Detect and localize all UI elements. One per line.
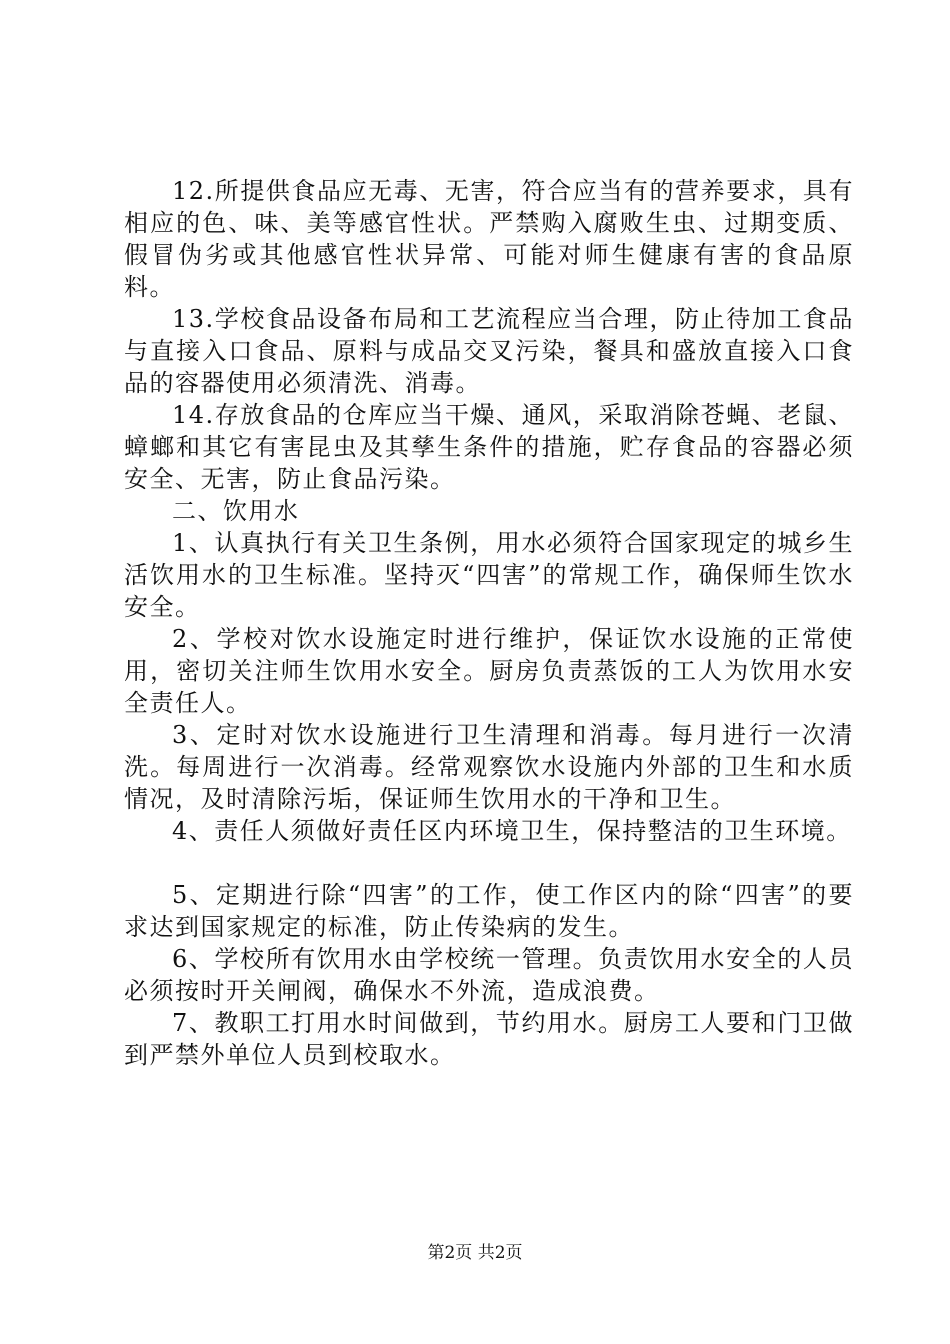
paragraph-14: 14.存放食品的仓库应当干燥、通风，采取消除苍蝇、老鼠、蟑螂和其它有害昆虫及其孳生条件的措施，贮存食品的容器必须安全、无害，防止食品污染。 xyxy=(124,401,854,493)
water-item-6: 6、学校所有饮用水由学校统一管理。负责饮用水安全的人员必须按时开关闸阀，确保水不外流，造成浪费。 xyxy=(124,945,854,1005)
paragraph-12: 12.所提供食品应无毒、无害，符合应当有的营养要求，具有相应的色、味、美等感官性状。严禁购入腐败生虫、过期变质、假冒伪劣或其他感官性状异常、可能对师生健康有害的食品原料。 xyxy=(124,177,854,301)
water-item-3: 3、定时对饮水设施进行卫生清理和消毒。每月进行一次清洗。每周进行一次消毒。经常观察饮水设施内外部的卫生和水质情况，及时清除污垢，保证师生饮用水的干净和卫生。 xyxy=(124,721,854,813)
water-item-5: 5、定期进行除“四害”的工作，使工作区内的除“四害”的要求达到国家规定的标准，防止传染病的发生。 xyxy=(124,881,854,941)
paragraph-13: 13.学校食品设备布局和工艺流程应当合理，防止待加工食品与直接入口食品、原料与成品交叉污染，餐具和盛放直接入口食品的容器使用必须清洗、消毒。 xyxy=(124,305,854,397)
document-body xyxy=(124,175,854,1071)
section-heading: 二、饮用水 xyxy=(172,497,300,525)
page-number-footer: 第2页 共2页 xyxy=(427,1243,523,1263)
water-item-4: 4、责任人须做好责任区内环境卫生，保持整洁的卫生环境。 xyxy=(172,817,852,845)
water-item-1: 1、认真执行有关卫生条例，用水必须符合国家现定的城乡生活饮用水的卫生标准。坚持灭“四害”的常规工作，确保师生饮水安全。 xyxy=(124,529,854,621)
water-item-2: 2、学校对饮水设施定时进行维护，保证饮水设施的正常使用，密切关注师生饮用水安全。厨房负责蒸饭的工人为饮用水安全责任人。 xyxy=(124,625,854,717)
water-item-7: 7、教职工打用水时间做到，节约用水。厨房工人要和门卫做到严禁外单位人员到校取水。 xyxy=(124,1009,854,1069)
